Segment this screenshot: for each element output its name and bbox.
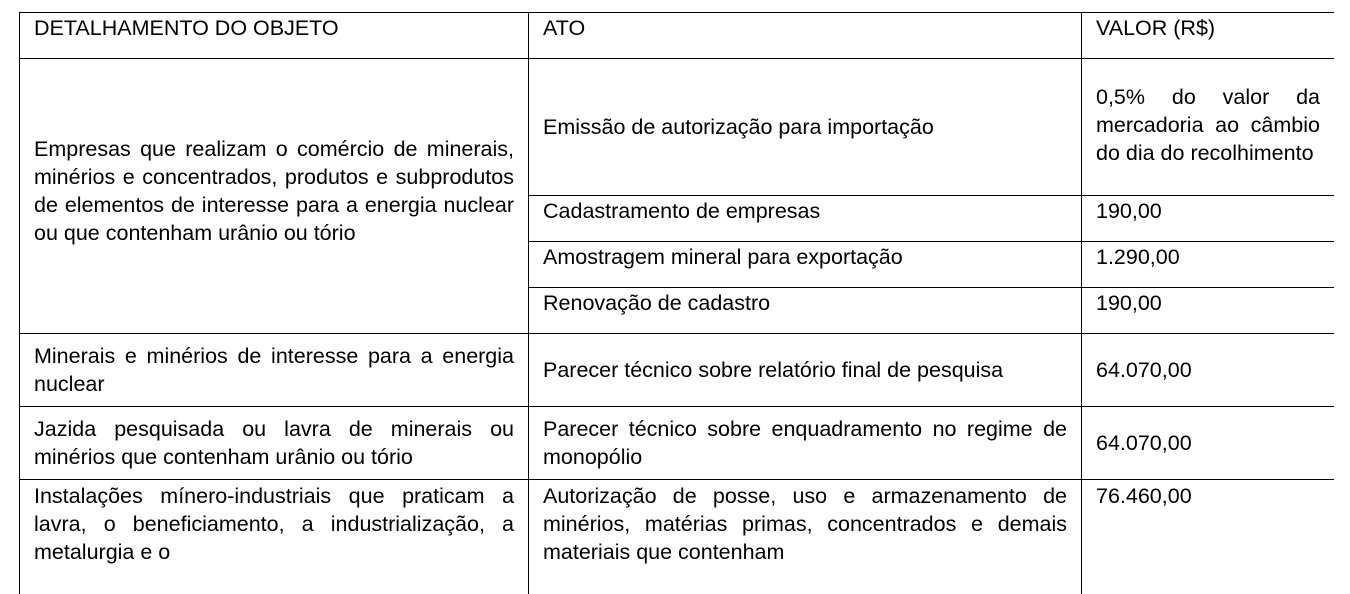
- table-row: [20, 407, 1335, 480]
- objeto-cell: Instalações mínero-industriais que praticam a lavra, o beneficiamento, a industrialização, a metalurgia e o: [20, 480, 529, 594]
- ato-cell: Parecer técnico sobre enquadramento no regime de monopólio: [529, 407, 1082, 480]
- ato-cell: Parecer técnico sobre relatório final de pesquisa: [529, 334, 1082, 407]
- ato-cell: Autorização de posse, uso e armazenamento de minérios, matérias primas, concentrados e demais materiais que contenham: [529, 480, 1082, 594]
- table-row: [20, 480, 1335, 594]
- table-row: [20, 59, 1335, 196]
- valor-cell: 1.290,00: [1082, 242, 1335, 288]
- header-ato: ATO: [529, 13, 1082, 59]
- ato-cell: Amostragem mineral para exportação: [529, 242, 1082, 288]
- objeto-cell: Empresas que realizam o comércio de minerais, minérios e concentrados, produtos e subprodutos de elementos de interesse para a energia nuclear ou que contenham urânio ou tório: [20, 59, 529, 334]
- objeto-cell: Minerais e minérios de interesse para a energia nuclear: [20, 334, 529, 407]
- valor-cell: 64.070,00: [1082, 334, 1335, 407]
- ato-cell: Renovação de cadastro: [529, 288, 1082, 334]
- header-objeto: DETALHAMENTO DO OBJETO: [20, 13, 529, 59]
- valor-cell: 76.460,00: [1082, 480, 1335, 594]
- fee-table-container: [19, 12, 1334, 594]
- valor-cell: 190,00: [1082, 288, 1335, 334]
- valor-cell: 64.070,00: [1082, 407, 1335, 480]
- valor-cell: 190,00: [1082, 196, 1335, 242]
- valor-cell: 0,5% do valor da mercadoria ao câmbio do dia do recolhimento: [1082, 59, 1335, 196]
- table-row: [20, 334, 1335, 407]
- ato-cell: Cadastramento de empresas: [529, 196, 1082, 242]
- objeto-cell: Jazida pesquisada ou lavra de minerais ou minérios que contenham urânio ou tório: [20, 407, 529, 480]
- ato-cell: Emissão de autorização para importação: [529, 59, 1082, 196]
- table-header-row: [20, 13, 1335, 59]
- fee-table: [19, 12, 1334, 594]
- header-valor: VALOR (R$): [1082, 13, 1335, 59]
